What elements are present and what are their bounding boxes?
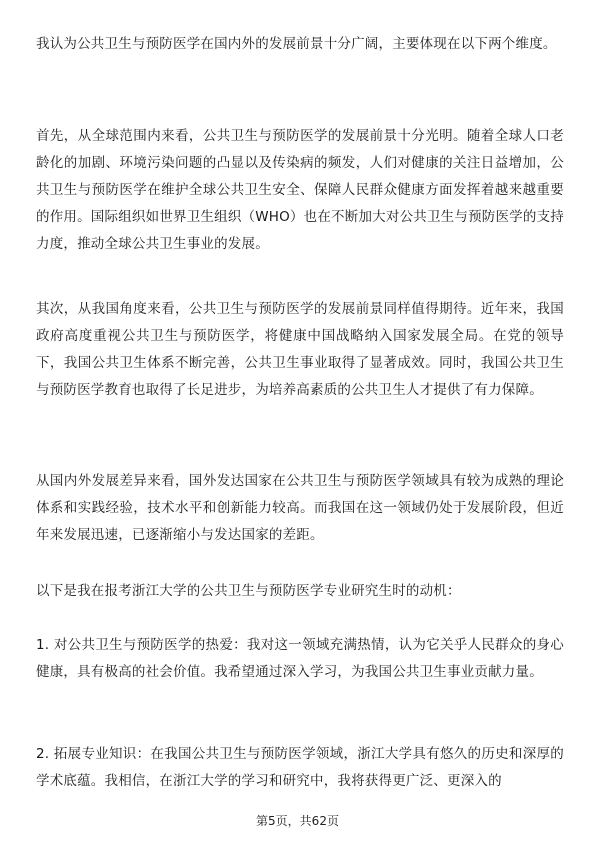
paragraph-motivation-1: 1. 对公共卫生与预防医学的热爱：我对这一领域充满热情，认为它关乎人民群众的身心健康，具有极高的社会价值。我希望通过深入学习，为我国公共卫生事业贡献力量。 (36, 637, 564, 680)
page-number: 第5页，共62页 (256, 814, 339, 828)
paragraph-differences: 从国内外发展差异来看，国外发达国家在公共卫生与预防医学领域具有较为成熟的理论体系和实践经验，技术水平和创新能力较高。而我国在这一领域仍处于发展阶段，但近年来发展迅速，已逐渐缩小与发达国家的差距。 (36, 473, 564, 543)
paragraph-global-outlook: 首先，从全球范围内来看，公共卫生与预防医学的发展前景十分光明。随着全球人口老龄化的加剧、环境污染问题的凸显以及传染病的频发，人们对健康的关注日益增加，公共卫生与预防医学在维护全球公共卫生安全、保障人民群众健康方面发挥着越来越重要的作用。国际组织如世界卫生组织（WHO）也在不断加大对公共卫生与预防医学的支持力度，推动全球公共卫生事业的发展。 (36, 128, 564, 252)
paragraph-motivation-2: 2. 拓展专业知识：在我国公共卫生与预防医学领域，浙江大学具有悠久的历史和深厚的学术底蕴。我相信，在浙江大学的学习和研究中，我将获得更广泛、更深入的 (36, 746, 564, 789)
paragraph-domestic-outlook: 其次，从我国角度来看，公共卫生与预防医学的发展前景同样值得期待。近年来，我国政府高度重视公共卫生与预防医学，将健康中国战略纳入国家发展全局。在党的领导下，我国公共卫生体系不断完善，公共卫生事业取得了显著成效。同时，我国公共卫生与预防医学教育也取得了长足进步，为培养高素质的公共卫生人才提供了有力保障。 (36, 301, 564, 398)
paragraph-motivation-intro: 以下是我在报考浙江大学的公共卫生与预防医学专业研究生时的动机： (36, 583, 461, 599)
paragraph-intro: 我认为公共卫生与预防医学在国内外的发展前景十分广阔，主要体现在以下两个维度。 (36, 36, 557, 52)
